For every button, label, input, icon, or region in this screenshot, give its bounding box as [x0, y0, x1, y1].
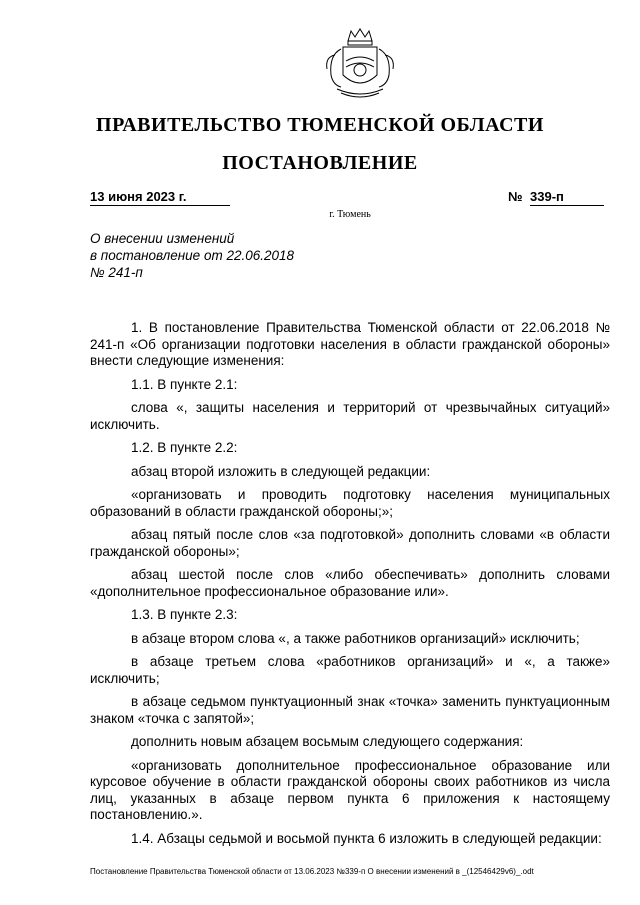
document-body — [90, 320, 610, 854]
paragraph: слова «, защиты населения и территорий от чрезвычайных ситуаций» исключить. — [90, 400, 610, 432]
paragraph: 1.3. В пункте 2.3: — [131, 607, 238, 622]
paragraph: дополнить новым абзацем восьмым следующего содержания: — [131, 734, 524, 749]
paragraph: 1.2. В пункте 2.2: — [131, 440, 238, 455]
paragraph: в абзаце седьмом пунктуационный знак «точка» заменить пунктуационным знаком «точка с запятой»; — [90, 694, 610, 726]
city-label: г. Тюмень — [329, 209, 371, 220]
subject-line: О внесении изменений — [90, 231, 235, 246]
paragraph: 1.4. Абзацы седьмой и восьмой пункта 6 изложить в следующей редакции: — [131, 830, 602, 846]
paragraph: в абзаце третьем слова «работников организаций» и «, а также» исключить; — [90, 654, 610, 686]
subject-line: в постановление от 22.06.2018 — [90, 248, 295, 263]
paragraph: в абзаце втором слова «, а также работников организаций» исключить; — [131, 630, 580, 646]
coat-of-arms-icon — [315, 25, 405, 105]
page-footer: Постановление Правительства Тюменской области от 13.06.2023 №339-п О внесении изменений в _(12546429v6)_.odt — [90, 867, 534, 876]
paragraph: «организовать дополнительное профессиональное образование или курсовое обучение в области гражданской обороны своих работников из числа лиц, указанных в абзаце первом пункта 6 приложения к настоящему постановлению.». — [90, 757, 610, 822]
paragraph: 1. В постановление Правительства Тюменской области от 22.06.2018 № 241-п «Об организации подготовки населения в области гражданской обороны» внести следующие изменения: — [90, 320, 610, 368]
document-number: 339-п — [530, 189, 604, 206]
paragraph: 1.1. В пункте 2.1: — [131, 376, 238, 392]
paragraph: абзац второй изложить в следующей редакции: — [131, 463, 431, 479]
paragraph: абзац шестой после слов «либо обеспечивать» дополнить словами «дополнительное профессиональное образование или». — [90, 567, 610, 599]
paragraph: «организовать и проводить подготовку населения муниципальных образований в области гражданской обороны;»; — [90, 487, 610, 519]
document-date: 13 июня 2023 г. — [90, 189, 230, 206]
government-title: ПРАВИТЕЛЬСТВО ТЮМЕНСКОЙ ОБЛАСТИ — [96, 114, 544, 136]
subject-line: № 241-п — [90, 265, 143, 280]
document-number-label: № — [508, 189, 523, 204]
paragraph: абзац пятый после слов «за подготовкой» дополнить словами «в области гражданской обороны»; — [90, 527, 610, 559]
document-type-title: ПОСТАНОВЛЕНИЕ — [222, 152, 418, 174]
document-subject — [90, 230, 294, 281]
